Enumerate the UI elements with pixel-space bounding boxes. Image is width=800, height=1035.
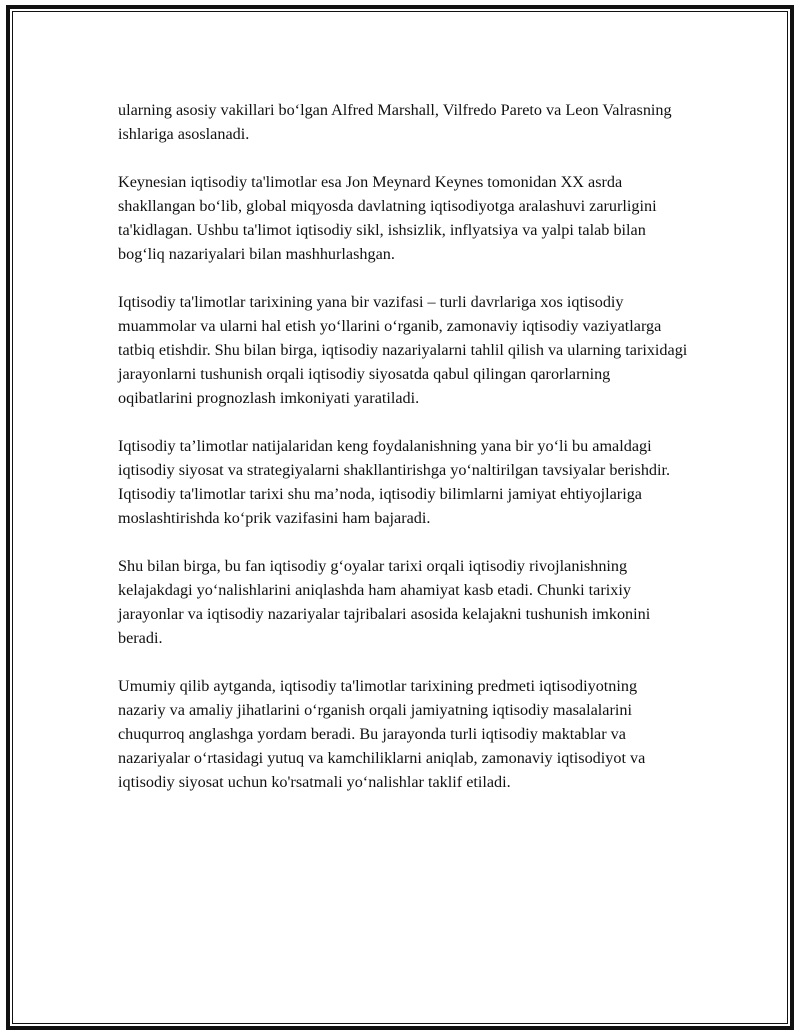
paragraph-1: ularning asosiy vakillari bo‘lgan Alfred Marshall, Vilfredo Pareto va Leon Valrasning ishlariga asoslanadi.: [118, 101, 672, 143]
paragraph-3: Iqtisodiy ta'limotlar tarixining yana bir vazifasi – turli davrlariga xos iqtisodiy muammolar va ularni hal etish yo‘llarini o‘rganib, zamonaviy iqtisodiy vaziyatlarga tatbiq etishdir. Shu bilan birga, iqtisodiy nazariyalarni tahlil qilish va ularning tarixidagi jarayonlarni tushunish orqali iqtisodiy siyosatda qabul qilingan qarorlarning oqibatlarini prognozlash imkoniyati yaratiladi.: [118, 293, 688, 407]
paragraph-5: Shu bilan birga, bu fan iqtisodiy g‘oyalar tarixi orqali iqtisodiy rivojlanishning kelajakdagi yo‘nalishlarini aniqlashda ham ahamiyat kasb etadi. Chunki tarixiy jarayonlar va iqtisodiy nazariyalar tajribalari asosida kelajakni tushunish imkonini beradi.: [118, 557, 651, 647]
paragraph-2: Keynesian iqtisodiy ta'limotlar esa Jon Meynard Keynes tomonidan XX asrda shakllangan bo‘lib, global miqyosda davlatning iqtisodiyotga aralashuvi zarurligini ta'kidlagan. Ushbu ta'limot iqtisodiy sikl, ishsizlik, inflyatsiya va yalpi talab bilan bog‘liq nazariyalari bilan mashhurlashgan.: [118, 173, 657, 263]
page-border: [6, 5, 794, 1030]
paragraph-6: Umumiy qilib aytganda, iqtisodiy ta'limotlar tarixining predmeti iqtisodiyotning nazariy va amaliy jihatlarini o‘rganish orqali jamiyatning iqtisodiy masalalarini chuqurroq anglashga yordam beradi. Bu jarayonda turli iqtisodiy maktablar va nazariyalar o‘rtasidagi yutuq va kamchiliklarni aniqlab, zamonaviy iqtisodiyot va iqtisodiy siyosat uchun ko'rsatmali yo‘nalishlar taklif etiladi.: [118, 677, 646, 791]
paragraph-4: Iqtisodiy ta’limotlar natijalaridan keng foydalanishning yana bir yo‘li bu amaldagi iqtisodiy siyosat va strategiyalarni shakllantirishga yo‘naltirilgan tavsiyalar berishdir. Iqtisodiy ta'limotlar tarixi shu ma’noda, iqtisodiy bilimlarni jamiyat ehtiyojlariga moslashtirishda ko‘prik vazifasini ham bajaradi.: [118, 437, 671, 527]
document-body: [118, 98, 688, 794]
